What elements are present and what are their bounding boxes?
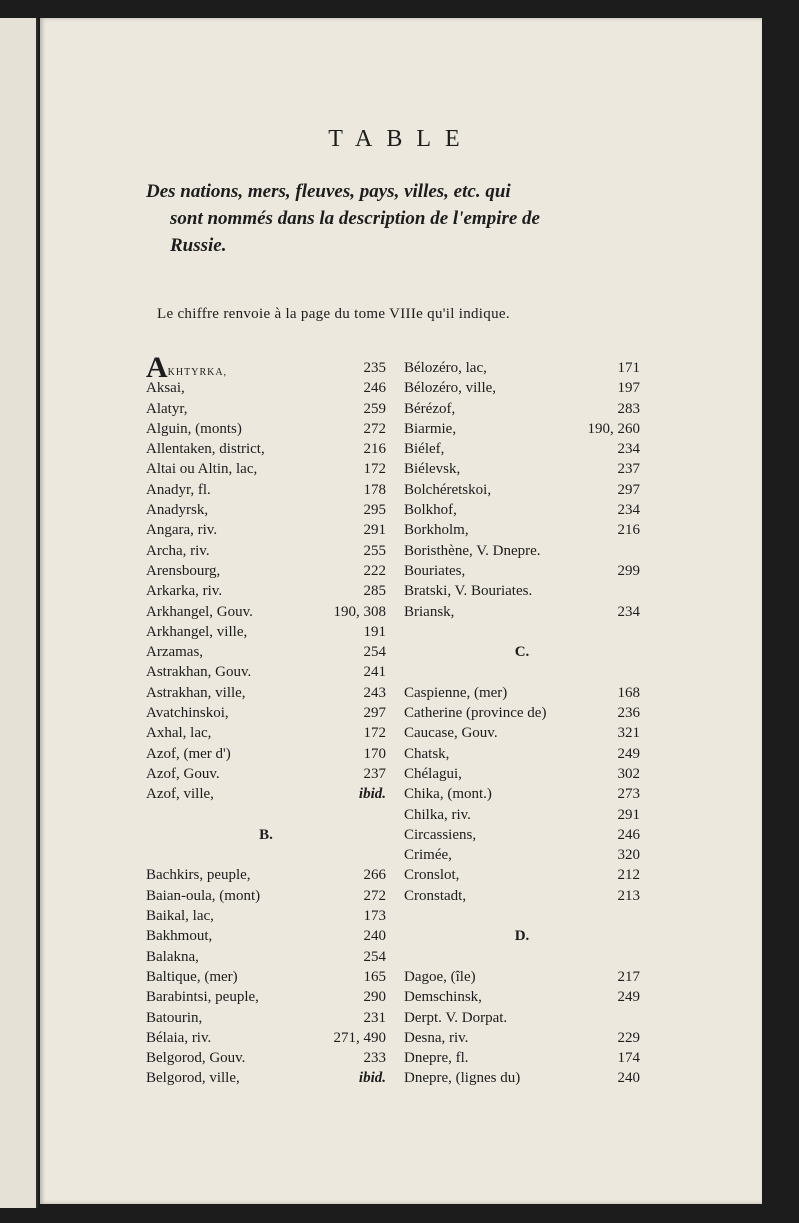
blank-row (404, 947, 640, 967)
index-entry (146, 520, 386, 540)
index-entry (404, 520, 640, 540)
entry-name: Chélagui, (404, 765, 462, 782)
entry-name: Desna, riv. (404, 1029, 469, 1046)
entry-name: Azof, (mer d') (146, 745, 231, 762)
entry-page-number: 216 (617, 522, 640, 539)
entry-page-number: 240 (363, 928, 386, 945)
entry-page-number: 190, 308 (333, 603, 386, 620)
entry-page-number: 283 (617, 400, 640, 417)
entry-page-number: 216 (363, 441, 386, 458)
entry-page-number: 213 (617, 887, 640, 904)
blank-row (146, 845, 386, 865)
index-entry (404, 1068, 640, 1088)
entry-page-number: 168 (617, 684, 640, 701)
entry-page-number: 272 (363, 887, 386, 904)
section-letter: C. (514, 644, 530, 661)
entry-page-number: 273 (617, 786, 640, 803)
entry-page-number: 271, 490 (333, 1029, 386, 1046)
entry-name: Belgorod, Gouv. (146, 1050, 246, 1067)
entry-page-number: 240 (617, 1070, 640, 1087)
index-entry (146, 784, 386, 804)
entry-name: Catherine (province de) (404, 705, 547, 722)
entry-page-number: 291 (617, 806, 640, 823)
entry-name: Caucase, Gouv. (404, 725, 498, 742)
entry-name: Bolkhof, (404, 502, 457, 519)
entry-page-number: 217 (617, 968, 640, 985)
section-letter: D. (514, 928, 530, 945)
entry-page-number: 233 (363, 1050, 386, 1067)
entry-name: Briansk, (404, 603, 455, 620)
index-entry (146, 744, 386, 764)
subtitle (146, 178, 646, 259)
entry-name: Chatsk, (404, 745, 450, 762)
subtitle-line-3: Russie. (170, 235, 227, 256)
entry-page-number: 297 (617, 481, 640, 498)
blank-row (404, 662, 640, 682)
subtitle-line-2: sont nommés dans la description de l'empire de (170, 208, 540, 229)
index-entry (146, 642, 386, 662)
index-entry (146, 886, 386, 906)
entry-page-number: 236 (617, 705, 640, 722)
entry-name: Aksai, (146, 380, 185, 397)
section-letter: B. (259, 826, 273, 843)
entry-page-number: 170 (363, 745, 386, 762)
index-entry (146, 622, 386, 642)
index-entry (146, 1068, 386, 1088)
entry-page-number: 229 (617, 1029, 640, 1046)
entry-page-number: 234 (617, 441, 640, 458)
index-entry (404, 1048, 640, 1068)
entry-page-number: 190, 260 (587, 420, 640, 437)
entry-name: Anadyr, fl. (146, 481, 211, 498)
blank-row (404, 906, 640, 926)
entry-name: Anadyrsk, (146, 502, 209, 519)
entry-name: Arkhangel, Gouv. (146, 603, 253, 620)
entry-page-number: 266 (363, 867, 386, 884)
page-reference-note: Le chiffre renvoie à la page du tome VIIIe qu'il indique. (157, 306, 510, 322)
entry-name: Baikal, lac, (146, 908, 214, 925)
entry-page-number: 237 (363, 765, 386, 782)
entry-name: Bélozéro, lac, (404, 360, 487, 376)
entry-page-number: 191 (363, 623, 386, 640)
index-entry (404, 378, 640, 398)
index-entry (146, 602, 386, 622)
index-entry (404, 480, 640, 500)
entry-page-number: ibid. (358, 1070, 386, 1087)
index-entry (404, 764, 640, 784)
index-entry (404, 399, 640, 419)
entry-page-number: 272 (363, 420, 386, 437)
index-entry (404, 744, 640, 764)
index-entry (146, 723, 386, 743)
entry-name: Bouriates, (404, 562, 466, 579)
index-entry (146, 703, 386, 723)
entry-name: Bélozéro, ville, (404, 380, 497, 397)
entry-page-number: 249 (617, 989, 640, 1006)
index-entry (404, 845, 640, 865)
entry-name: Axhal, lac, (146, 725, 212, 742)
entry-page-number: 235 (363, 360, 386, 376)
entry-page-number: 172 (363, 725, 386, 742)
entry-name: Angara, riv. (146, 522, 218, 539)
index-entry (404, 987, 640, 1007)
entry-name: Barabintsi, peuple, (146, 989, 259, 1006)
entry-name: Bolchéretskoi, (404, 481, 492, 498)
section-letter-heading (404, 642, 640, 662)
entry-page-number: 254 (363, 644, 386, 661)
entry-name: Bélaia, riv. (146, 1029, 212, 1046)
index-entry (146, 1028, 386, 1048)
index-entry (146, 581, 386, 601)
entry-page-number: 295 (363, 502, 386, 519)
entry-page-number: ibid. (358, 786, 386, 803)
entry-name: Chika, (mont.) (404, 786, 492, 803)
entry-name: Arzamas, (146, 644, 204, 661)
index-entry (146, 351, 386, 384)
index-entry (404, 723, 640, 743)
index-entry (146, 683, 386, 703)
entry-name: Bachkirs, peuple, (146, 867, 251, 884)
entry-name: Bérézof, (404, 400, 456, 417)
entry-page-number: 197 (617, 380, 640, 397)
entry-name: Alatyr, (146, 400, 188, 417)
entry-name: Bakhmout, (146, 928, 213, 945)
book-page (40, 18, 762, 1204)
index-entry (404, 581, 640, 601)
entry-page-number: 249 (617, 745, 640, 762)
index-entry (404, 967, 640, 987)
index-entry (146, 1048, 386, 1068)
entry-page-number: 254 (363, 948, 386, 965)
entry-page-number: 299 (617, 562, 640, 579)
entry-page-number: 212 (617, 867, 640, 884)
entry-page-number: 302 (617, 765, 640, 782)
entry-name: Chilka, riv. (404, 806, 471, 823)
index-entry (404, 439, 640, 459)
entry-page-number: 246 (617, 826, 640, 843)
entry-name: Arensbourg, (146, 562, 221, 579)
index-entry (404, 358, 640, 378)
index-entry (146, 926, 386, 946)
drop-initial: A (146, 351, 168, 384)
index-entry (146, 947, 386, 967)
entry-name: Borkholm, (404, 522, 469, 539)
entry-page-number: 222 (363, 562, 386, 579)
entry-name: Cronslot, (404, 867, 460, 884)
section-letter-heading (146, 825, 386, 845)
index-entry (146, 1008, 386, 1028)
entry-name: Avatchinskoi, (146, 705, 229, 722)
index-entry (404, 541, 640, 561)
index-entry (146, 439, 386, 459)
index-entry (404, 784, 640, 804)
index-entry (404, 805, 640, 825)
subtitle-line-1: Des nations, mers, fleuves, pays, villes, etc. qui (146, 181, 511, 202)
entry-page-number: 291 (363, 522, 386, 539)
index-entry (146, 541, 386, 561)
index-entry (146, 459, 386, 479)
entry-name: Baian-oula, (mont) (146, 887, 261, 904)
index-entry (404, 419, 640, 439)
entry-name: Biélef, (404, 441, 445, 458)
index-entry (404, 1008, 640, 1028)
entry-page-number: 297 (363, 705, 386, 722)
entry-name: Bratski, V. Bouriates. (404, 583, 533, 600)
entry-page-number: 259 (363, 400, 386, 417)
entry-name: Dnepre, fl. (404, 1050, 469, 1067)
entry-name: Archa, riv. (146, 542, 210, 559)
index-entry (146, 378, 386, 398)
entry-page-number: 241 (363, 664, 386, 681)
entry-page-number: 171 (617, 360, 640, 376)
entry-page-number: 178 (363, 481, 386, 498)
entry-name: Astrakhan, Gouv. (146, 664, 252, 681)
entry-page-number: 174 (617, 1050, 640, 1067)
entry-name: Derpt. V. Dorpat. (404, 1009, 508, 1026)
entry-page-number: 290 (363, 989, 386, 1006)
entry-name-text: KHTYRKA, (167, 367, 228, 378)
entry-name: Arkarka, riv. (146, 583, 223, 600)
index-column-left (146, 351, 386, 1089)
index-entry (146, 764, 386, 784)
page-title: TABLE (328, 126, 474, 152)
entry-name: Balakna, (146, 948, 199, 965)
index-entry (146, 500, 386, 520)
entry-page-number: 320 (617, 847, 640, 864)
entry-name: Azof, Gouv. (146, 765, 220, 782)
index-entry (146, 865, 386, 885)
facing-page-edge (0, 18, 38, 1208)
index-entry (146, 906, 386, 926)
entry-name: Caspienne, (mer) (404, 684, 508, 701)
entry-page-number: 321 (617, 725, 640, 742)
entry-name: Boristhène, V. Dnepre. (404, 542, 541, 559)
entry-page-number: 255 (363, 542, 386, 559)
index-entry (404, 703, 640, 723)
entry-page-number: 234 (617, 502, 640, 519)
index-entry (146, 419, 386, 439)
index-column-right (404, 358, 640, 1089)
entry-page-number: 173 (363, 908, 386, 925)
index-entry (404, 602, 640, 622)
entry-name: Demschinsk, (404, 989, 482, 1006)
index-entry (404, 459, 640, 479)
entry-page-number: 237 (617, 461, 640, 478)
entry-page-number: 165 (363, 968, 386, 985)
index-entry (146, 662, 386, 682)
entry-name: Dnepre, (lignes du) (404, 1070, 521, 1087)
index-entry (404, 1028, 640, 1048)
entry-page-number: 246 (363, 380, 386, 397)
entry-page-number: 285 (363, 583, 386, 600)
blank-row (146, 805, 386, 825)
index-entry (404, 561, 640, 581)
entry-name: Cronstadt, (404, 887, 467, 904)
entry-name: Dagoe, (île) (404, 968, 476, 985)
entry-name: Astrakhan, ville, (146, 684, 246, 701)
entry-name: Circassiens, (404, 826, 477, 843)
entry-name: Biélevsk, (404, 461, 461, 478)
index-entry (404, 683, 640, 703)
entry-page-number: 231 (363, 1009, 386, 1026)
entry-name: Alguin, (monts) (146, 420, 242, 437)
section-letter-heading (404, 926, 640, 946)
entry-page-number: 243 (363, 684, 386, 701)
index-entry (146, 480, 386, 500)
index-entry (404, 865, 640, 885)
entry-name: Belgorod, ville, (146, 1070, 240, 1087)
index-entry (404, 500, 640, 520)
index-entry (146, 967, 386, 987)
index-entry (146, 561, 386, 581)
entry-name: Crimée, (404, 847, 452, 864)
entry-page-number: 234 (617, 603, 640, 620)
entry-name: Biarmie, (404, 420, 457, 437)
index-entry (404, 825, 640, 845)
index-entry (404, 886, 640, 906)
index-entry (146, 987, 386, 1007)
index-entry (146, 399, 386, 419)
entry-name: Altai ou Altin, lac, (146, 461, 258, 478)
entry-name: Azof, ville, (146, 786, 214, 803)
entry-name: Baltique, (mer) (146, 968, 238, 985)
entry-page-number: 172 (363, 461, 386, 478)
blank-row (404, 622, 640, 642)
entry-name: Batourin, (146, 1009, 203, 1026)
entry-name: Allentaken, district, (146, 441, 265, 458)
entry-name: Arkhangel, ville, (146, 623, 248, 640)
